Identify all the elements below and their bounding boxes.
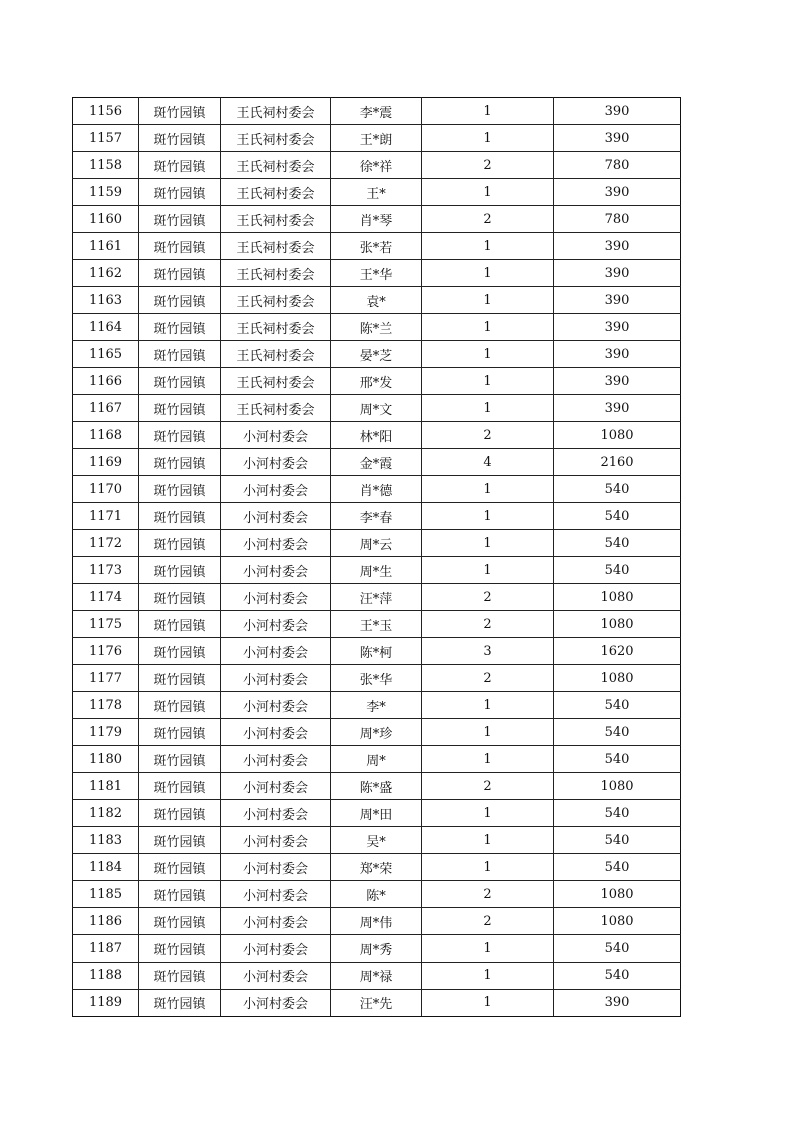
count-cell: 1 xyxy=(422,395,554,422)
table-row xyxy=(73,152,681,179)
table-row xyxy=(73,962,681,989)
count-cell: 1 xyxy=(422,557,554,584)
village-committee-cell: 王氏祠村委会 xyxy=(221,98,331,125)
count-cell: 1 xyxy=(422,179,554,206)
row-number-cell: 1188 xyxy=(73,962,139,989)
town-cell: 斑竹园镇 xyxy=(139,233,221,260)
table-row xyxy=(73,476,681,503)
data-table xyxy=(72,97,681,1017)
count-cell: 1 xyxy=(422,746,554,773)
name-cell: 周*珍 xyxy=(331,719,422,746)
amount-cell: 540 xyxy=(554,557,681,584)
table-row xyxy=(73,449,681,476)
amount-cell: 390 xyxy=(554,125,681,152)
amount-cell: 540 xyxy=(554,692,681,719)
count-cell: 1 xyxy=(422,827,554,854)
name-cell: 周*伟 xyxy=(331,908,422,935)
town-cell: 斑竹园镇 xyxy=(139,827,221,854)
village-committee-cell: 王氏祠村委会 xyxy=(221,314,331,341)
amount-cell: 1080 xyxy=(554,773,681,800)
table-row xyxy=(73,422,681,449)
town-cell: 斑竹园镇 xyxy=(139,989,221,1016)
row-number-cell: 1172 xyxy=(73,530,139,557)
row-number-cell: 1173 xyxy=(73,557,139,584)
village-committee-cell: 小河村委会 xyxy=(221,449,331,476)
town-cell: 斑竹园镇 xyxy=(139,422,221,449)
village-committee-cell: 王氏祠村委会 xyxy=(221,179,331,206)
name-cell: 徐*祥 xyxy=(331,152,422,179)
amount-cell: 540 xyxy=(554,746,681,773)
amount-cell: 390 xyxy=(554,260,681,287)
town-cell: 斑竹园镇 xyxy=(139,395,221,422)
name-cell: 李* xyxy=(331,692,422,719)
town-cell: 斑竹园镇 xyxy=(139,125,221,152)
name-cell: 郑*荣 xyxy=(331,854,422,881)
village-committee-cell: 小河村委会 xyxy=(221,476,331,503)
amount-cell: 390 xyxy=(554,98,681,125)
count-cell: 1 xyxy=(422,692,554,719)
count-cell: 1 xyxy=(422,98,554,125)
town-cell: 斑竹园镇 xyxy=(139,152,221,179)
amount-cell: 390 xyxy=(554,179,681,206)
row-number-cell: 1168 xyxy=(73,422,139,449)
amount-cell: 540 xyxy=(554,719,681,746)
table-row xyxy=(73,746,681,773)
town-cell: 斑竹园镇 xyxy=(139,476,221,503)
village-committee-cell: 小河村委会 xyxy=(221,908,331,935)
village-committee-cell: 小河村委会 xyxy=(221,935,331,962)
amount-cell: 1080 xyxy=(554,584,681,611)
row-number-cell: 1182 xyxy=(73,800,139,827)
count-cell: 1 xyxy=(422,260,554,287)
name-cell: 周*禄 xyxy=(331,962,422,989)
table-row xyxy=(73,827,681,854)
town-cell: 斑竹园镇 xyxy=(139,530,221,557)
name-cell: 陈* xyxy=(331,881,422,908)
row-number-cell: 1179 xyxy=(73,719,139,746)
village-committee-cell: 王氏祠村委会 xyxy=(221,152,331,179)
name-cell: 陈*柯 xyxy=(331,638,422,665)
table-row xyxy=(73,908,681,935)
village-committee-cell: 小河村委会 xyxy=(221,692,331,719)
table-row xyxy=(73,260,681,287)
row-number-cell: 1156 xyxy=(73,98,139,125)
amount-cell: 540 xyxy=(554,827,681,854)
table-row xyxy=(73,854,681,881)
row-number-cell: 1174 xyxy=(73,584,139,611)
village-committee-cell: 小河村委会 xyxy=(221,962,331,989)
village-committee-cell: 王氏祠村委会 xyxy=(221,395,331,422)
table-row xyxy=(73,638,681,665)
amount-cell: 390 xyxy=(554,341,681,368)
amount-cell: 1080 xyxy=(554,881,681,908)
town-cell: 斑竹园镇 xyxy=(139,854,221,881)
row-number-cell: 1170 xyxy=(73,476,139,503)
table-row xyxy=(73,530,681,557)
town-cell: 斑竹园镇 xyxy=(139,449,221,476)
count-cell: 2 xyxy=(422,665,554,692)
village-committee-cell: 小河村委会 xyxy=(221,827,331,854)
row-number-cell: 1162 xyxy=(73,260,139,287)
name-cell: 王* xyxy=(331,179,422,206)
count-cell: 2 xyxy=(422,908,554,935)
village-committee-cell: 王氏祠村委会 xyxy=(221,287,331,314)
table-row xyxy=(73,314,681,341)
row-number-cell: 1178 xyxy=(73,692,139,719)
village-committee-cell: 小河村委会 xyxy=(221,773,331,800)
count-cell: 1 xyxy=(422,962,554,989)
village-committee-cell: 王氏祠村委会 xyxy=(221,206,331,233)
count-cell: 1 xyxy=(422,854,554,881)
count-cell: 1 xyxy=(422,314,554,341)
table-row xyxy=(73,989,681,1016)
name-cell: 周*文 xyxy=(331,395,422,422)
village-committee-cell: 王氏祠村委会 xyxy=(221,260,331,287)
table-row xyxy=(73,233,681,260)
amount-cell: 540 xyxy=(554,935,681,962)
town-cell: 斑竹园镇 xyxy=(139,773,221,800)
amount-cell: 2160 xyxy=(554,449,681,476)
table-row xyxy=(73,368,681,395)
count-cell: 1 xyxy=(422,530,554,557)
amount-cell: 390 xyxy=(554,233,681,260)
name-cell: 肖*琴 xyxy=(331,206,422,233)
town-cell: 斑竹园镇 xyxy=(139,287,221,314)
count-cell: 1 xyxy=(422,287,554,314)
name-cell: 张*华 xyxy=(331,665,422,692)
table-row xyxy=(73,881,681,908)
amount-cell: 540 xyxy=(554,962,681,989)
table-row xyxy=(73,692,681,719)
row-number-cell: 1175 xyxy=(73,611,139,638)
name-cell: 王*朗 xyxy=(331,125,422,152)
row-number-cell: 1169 xyxy=(73,449,139,476)
amount-cell: 390 xyxy=(554,395,681,422)
count-cell: 2 xyxy=(422,611,554,638)
village-committee-cell: 小河村委会 xyxy=(221,881,331,908)
name-cell: 陈*兰 xyxy=(331,314,422,341)
name-cell: 金*霞 xyxy=(331,449,422,476)
count-cell: 1 xyxy=(422,719,554,746)
name-cell: 李*震 xyxy=(331,98,422,125)
count-cell: 3 xyxy=(422,638,554,665)
amount-cell: 540 xyxy=(554,476,681,503)
row-number-cell: 1163 xyxy=(73,287,139,314)
village-committee-cell: 小河村委会 xyxy=(221,989,331,1016)
table-row xyxy=(73,125,681,152)
row-number-cell: 1184 xyxy=(73,854,139,881)
village-committee-cell: 小河村委会 xyxy=(221,665,331,692)
town-cell: 斑竹园镇 xyxy=(139,746,221,773)
amount-cell: 780 xyxy=(554,206,681,233)
table-row xyxy=(73,98,681,125)
town-cell: 斑竹园镇 xyxy=(139,314,221,341)
town-cell: 斑竹园镇 xyxy=(139,260,221,287)
village-committee-cell: 王氏祠村委会 xyxy=(221,368,331,395)
town-cell: 斑竹园镇 xyxy=(139,881,221,908)
name-cell: 吴* xyxy=(331,827,422,854)
count-cell: 1 xyxy=(422,503,554,530)
amount-cell: 540 xyxy=(554,530,681,557)
amount-cell: 390 xyxy=(554,314,681,341)
table-row xyxy=(73,179,681,206)
village-committee-cell: 小河村委会 xyxy=(221,719,331,746)
table-row xyxy=(73,665,681,692)
name-cell: 肖*德 xyxy=(331,476,422,503)
town-cell: 斑竹园镇 xyxy=(139,962,221,989)
row-number-cell: 1177 xyxy=(73,665,139,692)
village-committee-cell: 王氏祠村委会 xyxy=(221,233,331,260)
row-number-cell: 1159 xyxy=(73,179,139,206)
town-cell: 斑竹园镇 xyxy=(139,908,221,935)
amount-cell: 540 xyxy=(554,503,681,530)
amount-cell: 390 xyxy=(554,989,681,1016)
village-committee-cell: 小河村委会 xyxy=(221,800,331,827)
count-cell: 1 xyxy=(422,125,554,152)
row-number-cell: 1187 xyxy=(73,935,139,962)
name-cell: 周*秀 xyxy=(331,935,422,962)
village-committee-cell: 小河村委会 xyxy=(221,503,331,530)
village-committee-cell: 小河村委会 xyxy=(221,422,331,449)
town-cell: 斑竹园镇 xyxy=(139,611,221,638)
name-cell: 张*若 xyxy=(331,233,422,260)
table-row xyxy=(73,557,681,584)
village-committee-cell: 小河村委会 xyxy=(221,584,331,611)
town-cell: 斑竹园镇 xyxy=(139,692,221,719)
row-number-cell: 1161 xyxy=(73,233,139,260)
count-cell: 1 xyxy=(422,935,554,962)
row-number-cell: 1176 xyxy=(73,638,139,665)
town-cell: 斑竹园镇 xyxy=(139,503,221,530)
row-number-cell: 1158 xyxy=(73,152,139,179)
row-number-cell: 1185 xyxy=(73,881,139,908)
count-cell: 4 xyxy=(422,449,554,476)
row-number-cell: 1166 xyxy=(73,368,139,395)
table-row xyxy=(73,503,681,530)
amount-cell: 540 xyxy=(554,800,681,827)
village-committee-cell: 王氏祠村委会 xyxy=(221,125,331,152)
count-cell: 1 xyxy=(422,476,554,503)
town-cell: 斑竹园镇 xyxy=(139,206,221,233)
name-cell: 陈*盛 xyxy=(331,773,422,800)
amount-cell: 780 xyxy=(554,152,681,179)
village-committee-cell: 小河村委会 xyxy=(221,638,331,665)
table-row xyxy=(73,287,681,314)
village-committee-cell: 小河村委会 xyxy=(221,854,331,881)
town-cell: 斑竹园镇 xyxy=(139,800,221,827)
town-cell: 斑竹园镇 xyxy=(139,368,221,395)
amount-cell: 540 xyxy=(554,854,681,881)
count-cell: 1 xyxy=(422,368,554,395)
town-cell: 斑竹园镇 xyxy=(139,935,221,962)
count-cell: 2 xyxy=(422,422,554,449)
row-number-cell: 1186 xyxy=(73,908,139,935)
name-cell: 王*玉 xyxy=(331,611,422,638)
table-row xyxy=(73,584,681,611)
name-cell: 林*阳 xyxy=(331,422,422,449)
town-cell: 斑竹园镇 xyxy=(139,341,221,368)
name-cell: 李*春 xyxy=(331,503,422,530)
name-cell: 周*云 xyxy=(331,530,422,557)
count-cell: 1 xyxy=(422,341,554,368)
amount-cell: 1080 xyxy=(554,611,681,638)
amount-cell: 1080 xyxy=(554,422,681,449)
name-cell: 汪*先 xyxy=(331,989,422,1016)
table-row xyxy=(73,611,681,638)
table-row xyxy=(73,206,681,233)
row-number-cell: 1157 xyxy=(73,125,139,152)
row-number-cell: 1183 xyxy=(73,827,139,854)
name-cell: 周* xyxy=(331,746,422,773)
table-row xyxy=(73,719,681,746)
town-cell: 斑竹园镇 xyxy=(139,719,221,746)
count-cell: 2 xyxy=(422,773,554,800)
count-cell: 1 xyxy=(422,989,554,1016)
count-cell: 2 xyxy=(422,881,554,908)
table-row xyxy=(73,800,681,827)
village-committee-cell: 小河村委会 xyxy=(221,530,331,557)
name-cell: 王*华 xyxy=(331,260,422,287)
count-cell: 1 xyxy=(422,233,554,260)
town-cell: 斑竹园镇 xyxy=(139,557,221,584)
name-cell: 袁* xyxy=(331,287,422,314)
village-committee-cell: 小河村委会 xyxy=(221,746,331,773)
row-number-cell: 1181 xyxy=(73,773,139,800)
row-number-cell: 1164 xyxy=(73,314,139,341)
name-cell: 汪*萍 xyxy=(331,584,422,611)
amount-cell: 1080 xyxy=(554,908,681,935)
row-number-cell: 1160 xyxy=(73,206,139,233)
town-cell: 斑竹园镇 xyxy=(139,665,221,692)
count-cell: 2 xyxy=(422,206,554,233)
name-cell: 周*生 xyxy=(331,557,422,584)
table-row xyxy=(73,395,681,422)
count-cell: 2 xyxy=(422,584,554,611)
town-cell: 斑竹园镇 xyxy=(139,98,221,125)
row-number-cell: 1180 xyxy=(73,746,139,773)
table-row xyxy=(73,341,681,368)
count-cell: 1 xyxy=(422,800,554,827)
row-number-cell: 1171 xyxy=(73,503,139,530)
table-row xyxy=(73,773,681,800)
amount-cell: 390 xyxy=(554,368,681,395)
table-row xyxy=(73,935,681,962)
name-cell: 周*田 xyxy=(331,800,422,827)
count-cell: 2 xyxy=(422,152,554,179)
amount-cell: 1620 xyxy=(554,638,681,665)
village-committee-cell: 小河村委会 xyxy=(221,557,331,584)
amount-cell: 1080 xyxy=(554,665,681,692)
row-number-cell: 1167 xyxy=(73,395,139,422)
row-number-cell: 1189 xyxy=(73,989,139,1016)
town-cell: 斑竹园镇 xyxy=(139,638,221,665)
row-number-cell: 1165 xyxy=(73,341,139,368)
table-body xyxy=(73,98,681,1017)
amount-cell: 390 xyxy=(554,287,681,314)
village-committee-cell: 小河村委会 xyxy=(221,611,331,638)
name-cell: 晏*芝 xyxy=(331,341,422,368)
town-cell: 斑竹园镇 xyxy=(139,584,221,611)
name-cell: 邢*发 xyxy=(331,368,422,395)
village-committee-cell: 王氏祠村委会 xyxy=(221,341,331,368)
town-cell: 斑竹园镇 xyxy=(139,179,221,206)
